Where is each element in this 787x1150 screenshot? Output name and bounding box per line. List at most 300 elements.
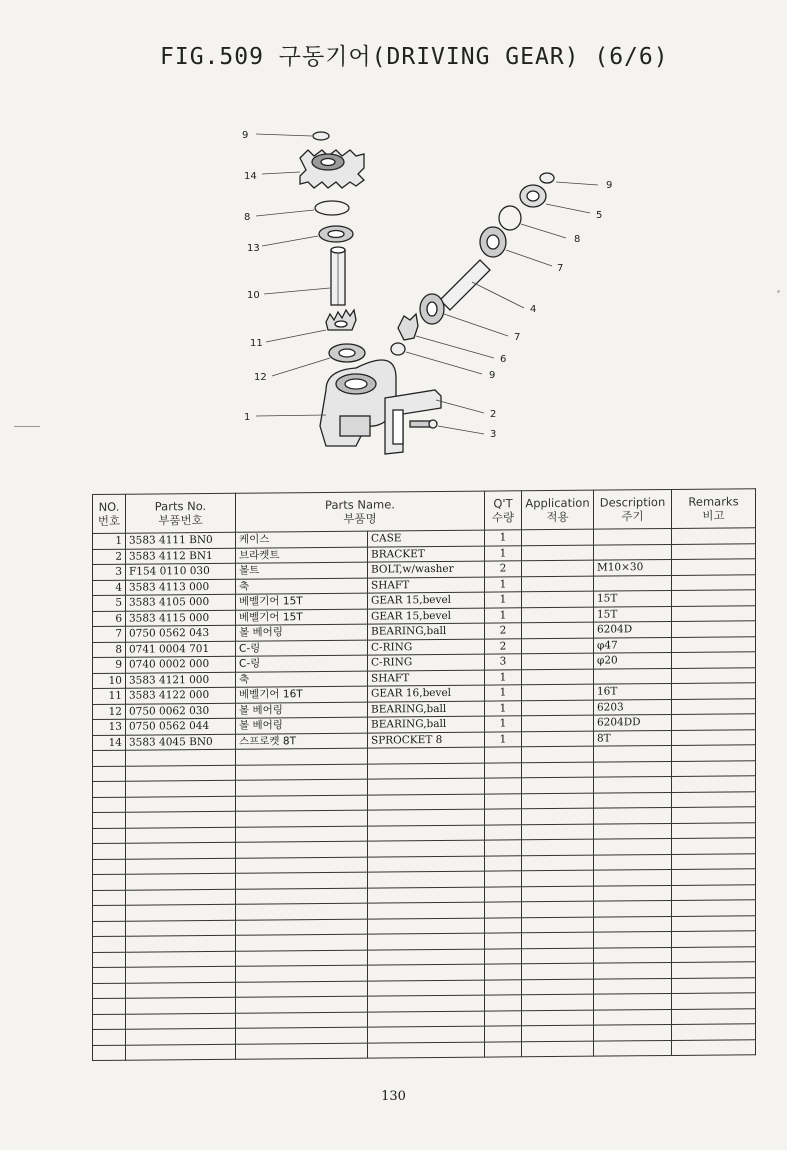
cell-name-ko [236, 764, 368, 781]
cell-qty: 1 [485, 530, 522, 546]
cell-application [522, 731, 594, 747]
cell-name-en [368, 1026, 485, 1043]
cell-name-ko: 스프로켓 8T [236, 733, 368, 750]
cell-no: 13 [93, 719, 126, 735]
cell-application [522, 622, 594, 638]
cell-part-no: 3583 4112 BN1 [126, 548, 236, 564]
cell-application [522, 979, 594, 995]
cell-no: 4 [93, 580, 126, 596]
cell-name-en [368, 856, 485, 873]
cell-remarks [672, 1024, 756, 1040]
cell-name-en [368, 980, 485, 997]
cell-name-en [368, 964, 485, 981]
cell-description [594, 931, 672, 947]
cell-description: M10×30 [594, 559, 672, 575]
cell-remarks [672, 962, 756, 978]
cell-application [522, 638, 594, 654]
cell-part-no [126, 889, 236, 905]
cell-name-en [368, 1011, 485, 1028]
cell-no [93, 936, 126, 952]
cell-part-no: 3583 4105 000 [126, 594, 236, 610]
cell-name-en [368, 825, 485, 842]
cell-name-ko [236, 934, 368, 951]
cell-description: φ47 [594, 637, 672, 653]
cell-remarks [672, 838, 756, 854]
cell-part-no [126, 842, 236, 858]
cell-no: 2 [93, 549, 126, 565]
cell-name-ko: 베벨기어 15T [236, 593, 368, 610]
cell-part-no: 3583 4115 000 [126, 610, 236, 626]
bearing-7-upper [480, 227, 506, 257]
cell-name-ko [236, 748, 368, 765]
cell-application [522, 746, 594, 762]
cell-part-no [126, 765, 236, 781]
cell-description [594, 1009, 672, 1025]
cell-qty [485, 840, 522, 856]
cell-application [522, 777, 594, 793]
callout-9-right: 9 [606, 180, 613, 191]
cell-name-ko: 볼 베어링 [236, 624, 368, 641]
cell-part-no [126, 951, 236, 967]
callout-9-lower: 9 [489, 370, 496, 381]
cell-no [93, 781, 126, 797]
cell-no [93, 905, 126, 921]
cell-qty [485, 824, 522, 840]
cell-part-no: 0750 0062 030 [126, 703, 236, 719]
cell-description [594, 668, 672, 684]
cell-name-en: SHAFT [368, 670, 485, 687]
cell-qty: 2 [485, 638, 522, 654]
cell-application [522, 886, 594, 902]
cell-remarks [672, 946, 756, 962]
cell-application [522, 1041, 594, 1057]
cell-name-en [368, 871, 485, 888]
cell-part-no [126, 904, 236, 920]
cell-part-no: 0750 0562 044 [126, 718, 236, 734]
cell-no: 10 [93, 673, 126, 689]
cell-name-ko: 축 [236, 671, 368, 688]
cell-application [522, 653, 594, 669]
cell-part-no: F154 0110 030 [126, 563, 236, 579]
cell-part-no [126, 997, 236, 1013]
cell-remarks [672, 745, 756, 761]
header-application: Application 적용 [522, 490, 594, 530]
cell-application [522, 669, 594, 685]
cell-name-ko [236, 810, 368, 827]
c-ring-9-top [313, 132, 329, 140]
cell-no [93, 859, 126, 875]
cell-application [522, 607, 594, 623]
cell-application [522, 1025, 594, 1041]
cell-name-ko: 베벨기어 16T [236, 686, 368, 703]
bearing-7-lower [420, 294, 444, 324]
cell-name-ko: C-링 [236, 655, 368, 672]
callout-7-upper: 7 [557, 263, 564, 274]
header-qty: Q'T 수량 [485, 491, 522, 530]
cell-no [93, 828, 126, 844]
cell-name-ko [236, 981, 368, 998]
cell-name-en: BEARING,ball [368, 701, 485, 718]
cell-description [594, 869, 672, 885]
cell-remarks [672, 528, 756, 544]
header-parts-name: Parts Name. 부품명 [236, 491, 485, 532]
cell-qty [485, 995, 522, 1011]
cell-name-en [368, 949, 485, 966]
cell-description [594, 838, 672, 854]
c-ring-9-lower [391, 343, 405, 355]
cell-part-no: 3583 4045 BN0 [126, 734, 236, 750]
cell-remarks [672, 605, 756, 621]
cell-description [594, 993, 672, 1009]
cell-qty [485, 762, 522, 778]
cell-no: 1 [93, 533, 126, 549]
cell-remarks [672, 1039, 756, 1055]
cell-remarks [672, 683, 756, 699]
header-description: Description 주기 [594, 489, 672, 529]
cell-description: 16T [594, 683, 672, 699]
cell-no [93, 890, 126, 906]
cell-part-no [126, 1044, 236, 1060]
shaft-10 [331, 247, 345, 305]
cell-no: 11 [93, 688, 126, 704]
cell-name-ko [236, 1043, 368, 1060]
cell-no [93, 952, 126, 968]
cell-qty [485, 933, 522, 949]
cell-part-no [126, 982, 236, 998]
cell-name-en [368, 887, 485, 904]
cell-application [522, 824, 594, 840]
cell-no [93, 1014, 126, 1030]
cell-no [93, 812, 126, 828]
cell-name-en: BEARING,ball [368, 716, 485, 733]
cell-application [522, 793, 594, 809]
cell-application [522, 932, 594, 948]
cell-name-ko: 볼트 [236, 562, 368, 579]
cell-remarks [672, 791, 756, 807]
cell-no: 9 [93, 657, 126, 673]
bevel-gear-5 [520, 185, 546, 207]
cell-no [93, 998, 126, 1014]
cell-remarks [672, 543, 756, 559]
cell-application [522, 545, 594, 561]
cell-part-no [126, 1028, 236, 1044]
cell-part-no [126, 920, 236, 936]
cell-name-en [368, 840, 485, 857]
callout-8-right: 8 [574, 234, 581, 245]
cell-qty [485, 778, 522, 794]
cell-remarks [672, 760, 756, 776]
cell-name-ko [236, 826, 368, 843]
cell-part-no: 3583 4113 000 [126, 579, 236, 595]
cell-description: 6204D [594, 621, 672, 637]
cell-remarks [672, 698, 756, 714]
cell-no: 3 [93, 564, 126, 580]
cell-application [522, 901, 594, 917]
cell-name-ko [236, 795, 368, 812]
cell-part-no [126, 780, 236, 796]
cell-description [594, 885, 672, 901]
cell-name-en: BOLT,w/washer [368, 561, 485, 578]
cell-name-ko [236, 1027, 368, 1044]
cell-name-ko [236, 857, 368, 874]
cell-name-en [368, 918, 485, 935]
cell-description [594, 1024, 672, 1040]
cell-description [594, 978, 672, 994]
cell-description [594, 544, 672, 560]
sprocket-14 [300, 150, 364, 188]
cell-remarks [672, 807, 756, 823]
cell-remarks [672, 869, 756, 885]
cell-qty: 1 [485, 700, 522, 716]
cell-application [522, 700, 594, 716]
bearing-13 [319, 226, 353, 242]
callout-4: 4 [530, 304, 537, 315]
callout-1: 1 [244, 412, 251, 423]
cell-description [594, 776, 672, 792]
cell-name-ko [236, 1012, 368, 1029]
cell-qty [485, 855, 522, 871]
cell-qty: 2 [485, 623, 522, 639]
callout-9-top: 9 [242, 130, 249, 141]
cell-qty [485, 948, 522, 964]
cell-name-ko [236, 888, 368, 905]
cell-name-ko [236, 841, 368, 858]
cell-name-en: GEAR 15,bevel [368, 608, 485, 625]
cell-application [522, 762, 594, 778]
cell-part-no [126, 796, 236, 812]
cell-qty: 1 [485, 545, 522, 561]
cell-part-no [126, 827, 236, 843]
shaft-4 [440, 260, 490, 310]
bolt-3 [410, 420, 437, 428]
cell-remarks [672, 931, 756, 947]
cell-description: 15T [594, 606, 672, 622]
cell-qty [485, 1026, 522, 1042]
cell-part-no [126, 873, 236, 889]
cell-remarks [672, 993, 756, 1009]
cell-name-ko [236, 872, 368, 889]
cell-description [594, 854, 672, 870]
cell-remarks [672, 621, 756, 637]
cell-part-no: 3583 4122 000 [126, 687, 236, 703]
cell-no [93, 874, 126, 890]
c-ring-9-right [540, 173, 554, 183]
cell-name-en [368, 1042, 485, 1059]
cell-no: 5 [93, 595, 126, 611]
cell-remarks [672, 884, 756, 900]
cell-part-no: 0740 0002 000 [126, 656, 236, 672]
cell-remarks [672, 590, 756, 606]
cell-name-en: GEAR 15,bevel [368, 592, 485, 609]
cell-description [594, 575, 672, 591]
callout-8-left: 8 [244, 212, 251, 223]
cell-description: 8T [594, 730, 672, 746]
cell-name-ko: C-링 [236, 640, 368, 657]
cell-no: 14 [93, 735, 126, 751]
cell-name-en [368, 747, 485, 764]
cell-description [594, 1040, 672, 1056]
callout-13: 13 [247, 243, 260, 254]
callout-12: 12 [254, 372, 267, 383]
cell-remarks [672, 729, 756, 745]
cell-no [93, 843, 126, 859]
cell-qty [485, 886, 522, 902]
page-title: FIG.509 구동기어(DRIVING GEAR) (6/6) [160, 44, 669, 70]
callout-3: 3 [490, 429, 497, 440]
cell-qty: 1 [485, 685, 522, 701]
cell-qty [485, 793, 522, 809]
cell-remarks [672, 667, 756, 683]
callout-5: 5 [596, 210, 603, 221]
cell-qty [485, 747, 522, 763]
cell-application [522, 917, 594, 933]
cell-application [522, 560, 594, 576]
cell-name-ko [236, 779, 368, 796]
cell-application [522, 576, 594, 592]
cell-qty: 1 [485, 592, 522, 608]
cell-remarks [672, 559, 756, 575]
cell-remarks [672, 822, 756, 838]
cell-qty [485, 1041, 522, 1057]
cell-name-ko [236, 903, 368, 920]
cell-qty: 1 [485, 576, 522, 592]
cell-name-en: SHAFT [368, 577, 485, 594]
cell-part-no [126, 935, 236, 951]
cell-description: φ20 [594, 652, 672, 668]
cell-remarks [672, 574, 756, 590]
header-no: NO. 번호 [93, 494, 126, 533]
cell-name-ko: 볼 베어링 [236, 702, 368, 719]
cell-no: 8 [93, 642, 126, 658]
cell-qty: 3 [485, 654, 522, 670]
cell-part-no [126, 811, 236, 827]
cell-name-en: BRACKET [368, 546, 485, 563]
cell-name-ko [236, 965, 368, 982]
cell-no: 7 [93, 626, 126, 642]
callout-14: 14 [244, 171, 257, 182]
cell-application [522, 855, 594, 871]
cell-name-en [368, 995, 485, 1012]
cell-remarks [672, 853, 756, 869]
cell-application [522, 529, 594, 545]
cell-remarks [672, 900, 756, 916]
cell-name-ko [236, 950, 368, 967]
cell-qty: 2 [485, 561, 522, 577]
c-ring-8-right [499, 206, 521, 230]
cell-remarks [672, 915, 756, 931]
cell-application [522, 870, 594, 886]
cell-part-no: 0750 0562 043 [126, 625, 236, 641]
cell-no [93, 766, 126, 782]
cell-application [522, 963, 594, 979]
cell-qty [485, 809, 522, 825]
cell-qty [485, 917, 522, 933]
cell-application [522, 994, 594, 1010]
cell-name-ko: 케이스 [236, 531, 368, 548]
cell-name-ko: 브라켓트 [236, 547, 368, 564]
cell-description [594, 761, 672, 777]
cell-part-no [126, 749, 236, 765]
table-header-row [93, 489, 756, 534]
cell-name-en: C-RING [368, 654, 485, 671]
cell-description [594, 900, 672, 916]
cell-qty: 1 [485, 716, 522, 732]
cell-name-en [368, 809, 485, 826]
cell-no [93, 1045, 126, 1061]
cell-no [93, 750, 126, 766]
cell-name-en: C-RING [368, 639, 485, 656]
callout-10: 10 [247, 290, 260, 301]
cell-qty: 1 [485, 607, 522, 623]
cell-part-no: 3583 4121 000 [126, 672, 236, 688]
cell-description [594, 745, 672, 761]
cell-description [594, 792, 672, 808]
callout-2: 2 [490, 409, 497, 420]
parts-list-table [92, 488, 755, 1090]
cell-qty [485, 871, 522, 887]
cell-name-en [368, 902, 485, 919]
cell-no [93, 797, 126, 813]
cell-no [93, 921, 126, 937]
cell-part-no [126, 1013, 236, 1029]
cell-application [522, 948, 594, 964]
cell-no [93, 967, 126, 983]
cell-part-no [126, 858, 236, 874]
cell-qty [485, 1010, 522, 1026]
bevel-gear-6 [398, 314, 418, 340]
cell-name-ko [236, 996, 368, 1013]
cell-remarks [672, 977, 756, 993]
cell-description [594, 947, 672, 963]
cell-name-en [368, 778, 485, 795]
cell-remarks [672, 1008, 756, 1024]
callout-11: 11 [250, 338, 263, 349]
cell-qty [485, 964, 522, 980]
cell-name-en: BEARING,ball [368, 623, 485, 640]
header-parts-no: Parts No. 부품번호 [126, 493, 236, 533]
cell-application [522, 1010, 594, 1026]
cell-remarks [672, 776, 756, 792]
cell-no: 6 [93, 611, 126, 627]
cell-part-no: 3583 4111 BN0 [126, 532, 236, 548]
cell-name-en [368, 933, 485, 950]
cell-no [93, 1029, 126, 1045]
cell-description [594, 528, 672, 544]
exploded-parts-diagram [0, 100, 787, 480]
cell-qty [485, 979, 522, 995]
page-number: 130 [381, 1089, 406, 1104]
cell-qty: 1 [485, 669, 522, 685]
cell-name-en [368, 763, 485, 780]
cell-no: 12 [93, 704, 126, 720]
cell-name-ko: 축 [236, 578, 368, 595]
cell-description [594, 916, 672, 932]
cell-name-ko: 볼 베어링 [236, 717, 368, 734]
cell-description [594, 823, 672, 839]
cell-name-ko [236, 919, 368, 936]
bevel-gear-11 [326, 310, 356, 330]
callout-7-lower: 7 [514, 332, 521, 343]
cell-qty: 1 [485, 731, 522, 747]
cell-description: 15T [594, 590, 672, 606]
c-ring-8-left [315, 201, 349, 215]
cell-application [522, 591, 594, 607]
cell-application [522, 684, 594, 700]
header-remarks: Remarks 비고 [672, 489, 756, 529]
cell-description: 6204DD [594, 714, 672, 730]
cell-application [522, 715, 594, 731]
cell-remarks [672, 652, 756, 668]
